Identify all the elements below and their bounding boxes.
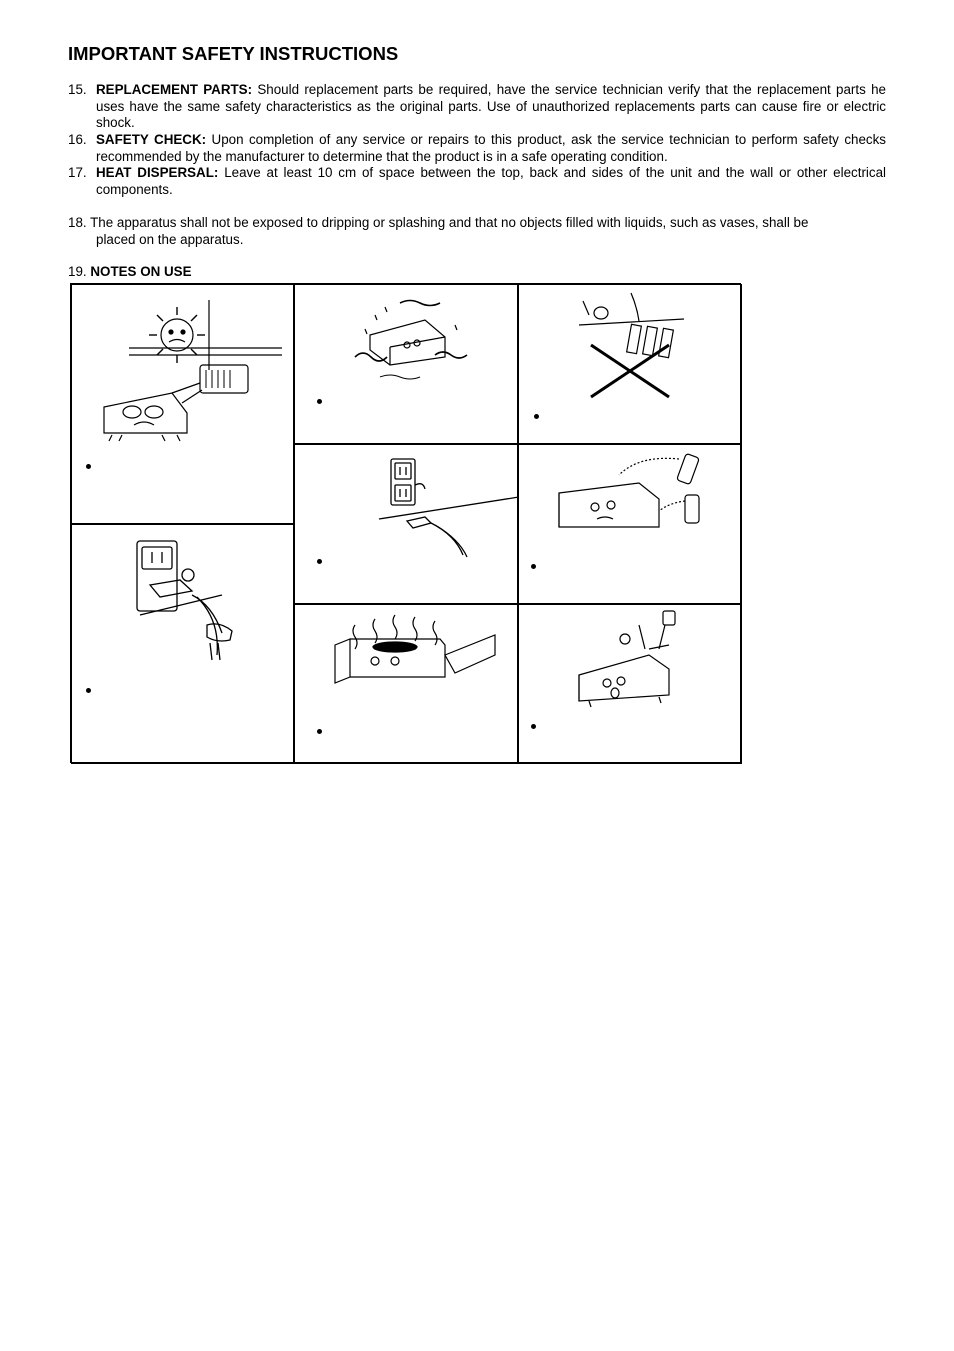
- item-number: 15.: [68, 82, 87, 97]
- item-text: Upon completion of any service or repairs to this product, ask the service technician to perform safety checks recommended by the manufacturer to determine that the product is in a safe operating condition.: [96, 132, 886, 164]
- grid-cell-dust: [294, 284, 518, 444]
- grid-cell-coins: [518, 284, 742, 444]
- foreign-objects-illustration: [519, 605, 743, 765]
- bullet: [534, 414, 539, 419]
- item-number: 19.: [68, 264, 87, 279]
- item-text: The apparatus shall not be exposed to dripping or splashing and that no objects filled with liquids, such as vases, shall be: [90, 215, 809, 230]
- instruction-16: [68, 132, 886, 165]
- wall-outlet-illustration: [295, 445, 519, 605]
- item-title: SAFETY CHECK:: [96, 132, 207, 147]
- page-title: IMPORTANT SAFETY INSTRUCTIONS: [68, 43, 399, 64]
- item-title: REPLACEMENT PARTS:: [96, 82, 253, 97]
- bullet: [317, 729, 322, 734]
- instruction-18: [68, 215, 886, 248]
- dust-moisture-illustration: [295, 285, 519, 445]
- instruction-19: [68, 264, 886, 281]
- bullet: [531, 724, 536, 729]
- sun-heat-illustration: [72, 285, 295, 525]
- item-number: 17.: [68, 165, 87, 180]
- bullet: [531, 564, 536, 569]
- bullet: [317, 399, 322, 404]
- bullet: [86, 688, 91, 693]
- grid-cell-sun: [71, 284, 294, 524]
- item-text: Should replacement parts be required, have the service technician verify that the replacement parts he uses have the same safety characteristics as the original parts. Use of unauthorized replacements parts can cause fire or electric shock.: [96, 82, 886, 130]
- item-title: NOTES ON USE: [90, 264, 192, 279]
- overheating-ventilation-illustration: [295, 605, 519, 765]
- chemical-spray-illustration: [519, 445, 743, 605]
- instruction-17: [68, 165, 886, 198]
- item-title: HEAT DISPERSAL:: [96, 165, 219, 180]
- grid-cell-spray: [518, 444, 742, 604]
- grid-cell-objects: [518, 604, 742, 764]
- item-text: Leave at least 10 cm of space between the top, back and sides of the unit and the wall or other electrical components.: [96, 165, 886, 197]
- grid-cell-heat: [294, 604, 518, 764]
- item-number: 16.: [68, 132, 87, 147]
- item-number: 18.: [68, 215, 87, 230]
- notes-on-use-grid: [70, 283, 741, 763]
- bullet: [317, 559, 322, 564]
- item-text-continued: placed on the apparatus.: [96, 231, 244, 247]
- grid-cell-plug: [71, 524, 294, 764]
- pulling-plug-by-cord-illustration: [72, 525, 295, 765]
- grid-cell-outlet: [294, 444, 518, 604]
- bullet: [86, 464, 91, 469]
- coins-in-slot-illustration: [519, 285, 743, 445]
- instruction-15: [68, 82, 886, 132]
